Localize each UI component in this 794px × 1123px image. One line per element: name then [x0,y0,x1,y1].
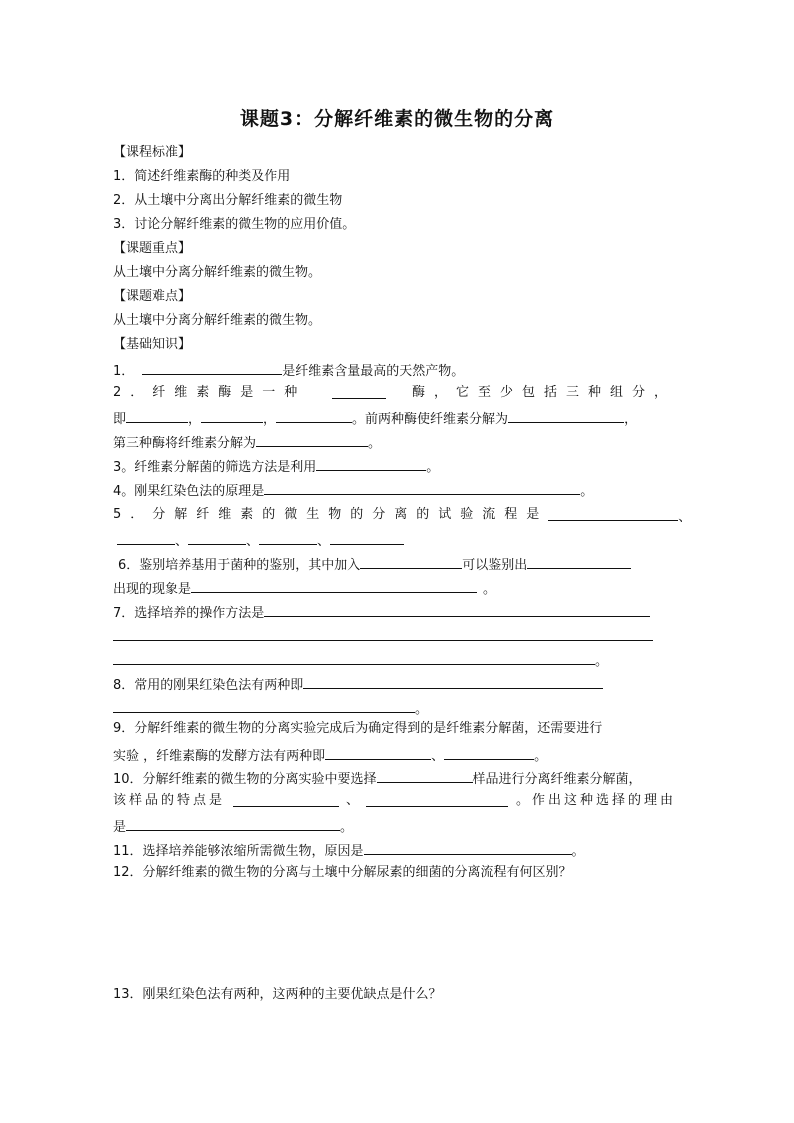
blank-field[interactable] [113,650,595,665]
blank-field[interactable] [256,432,368,447]
difficulty-heading: 【课题难点】 [113,289,192,304]
question-8: 8．常用的刚果红染色法有两种即 [113,674,603,692]
blank-field[interactable] [364,840,572,855]
blank-field[interactable] [126,816,340,831]
blank-field[interactable] [527,554,631,569]
blank-field[interactable] [276,408,352,423]
question-8-answer-line: 。 [113,698,428,716]
standard-item-3: 3．讨论分解纤维素的微生物的应用价值。 [113,217,356,232]
question-3: 3。纤维素分解菌的筛选方法是利用 。 [113,456,439,474]
blank-field[interactable] [330,530,404,545]
difficulty-text: 从土壤中分离分解纤维素的微生物。 [113,313,322,328]
question-10-line-3: 是 。 [113,816,353,834]
blank-field[interactable] [377,768,473,783]
question-11: 11．选择培养能够浓缩所需微生物，原因是 。 [113,840,585,858]
question-1: 1． 是纤维素含量最高的天然产物。 [113,360,464,378]
basic-heading: 【基础知识】 [113,337,192,352]
blank-field[interactable] [508,408,624,423]
page-title: 课题3：分解纤维素的微生物的分离 [239,108,555,130]
question-9-line-1: 9．分解纤维素的微生物的分离实验完成后为确定得到的是纤维素分解菌，还需要进行 [113,721,603,736]
question-10-line-2: 该样品的特点是 、 。作出这种选择的理由 [113,793,676,808]
blank-field[interactable] [444,745,534,760]
question-7-answer-line-3: 。 [113,650,608,668]
blank-field[interactable] [233,792,339,807]
blank-field[interactable] [316,456,426,471]
standard-item-1: 1．简述纤维素酶的种类及作用 [113,169,291,184]
blank-field[interactable] [259,530,317,545]
blank-field[interactable] [325,745,431,760]
question-5-line-2: 、 、 、 [113,530,404,548]
question-5-line-1: 5．分解纤维素的微生物的分离的试验流程是 、 [113,507,692,525]
question-9-line-2: 实验 ，纤维素酶的发酵方法有两种即 、 。 [113,745,547,763]
focus-text: 从土壤中分离分解纤维素的微生物。 [113,265,322,280]
blank-field[interactable] [113,698,415,713]
blank-field[interactable] [201,408,263,423]
question-2-line-2: 即 ， ， 。前两种酶使纤维素分解为 ， [113,408,637,426]
blank-field[interactable] [332,384,386,399]
standard-item-2: 2．从土壤中分离出分解纤维素的微生物 [113,193,343,208]
blank-field[interactable] [264,480,580,495]
question-2-line-3: 第三种酶将纤维素分解为 。 [113,432,381,450]
blank-field[interactable] [264,602,650,617]
standard-heading: 【课程标准】 [113,145,192,160]
question-6-line-1: 6．鉴别培养基用于菌种的鉴别，其中加入 可以鉴别出 [118,554,631,572]
blank-field[interactable] [113,626,653,641]
question-6-line-2: 出现的现象是 。 [113,578,496,596]
question-4: 4。刚果红染色法的原理是 。 [113,480,593,498]
blank-field[interactable] [117,530,175,545]
question-2-line-1: 2．纤维素酶是一种 酶，它至少包括三种组分， [113,385,676,400]
blank-field[interactable] [360,554,462,569]
blank-field[interactable] [366,792,508,807]
blank-field[interactable] [548,506,678,521]
question-7-answer-line-2 [113,626,653,644]
blank-field[interactable] [191,578,477,593]
blank-field[interactable] [142,360,282,375]
blank-field[interactable] [188,530,246,545]
blank-field[interactable] [303,674,603,689]
focus-heading: 【课题重点】 [113,241,192,256]
question-7: 7．选择培养的操作方法是 [113,602,650,620]
question-12: 12．分解纤维素的微生物的分离与土壤中分解尿素的细菌的分离流程有何区别？ [113,865,572,880]
blank-field[interactable] [126,408,188,423]
question-13: 13．刚果红染色法有两种，这两种的主要优缺点是什么？ [113,987,442,1002]
question-10-line-1: 10．分解纤维素的微生物的分离实验中要选择 样品进行分离纤维素分解菌， [113,768,642,786]
